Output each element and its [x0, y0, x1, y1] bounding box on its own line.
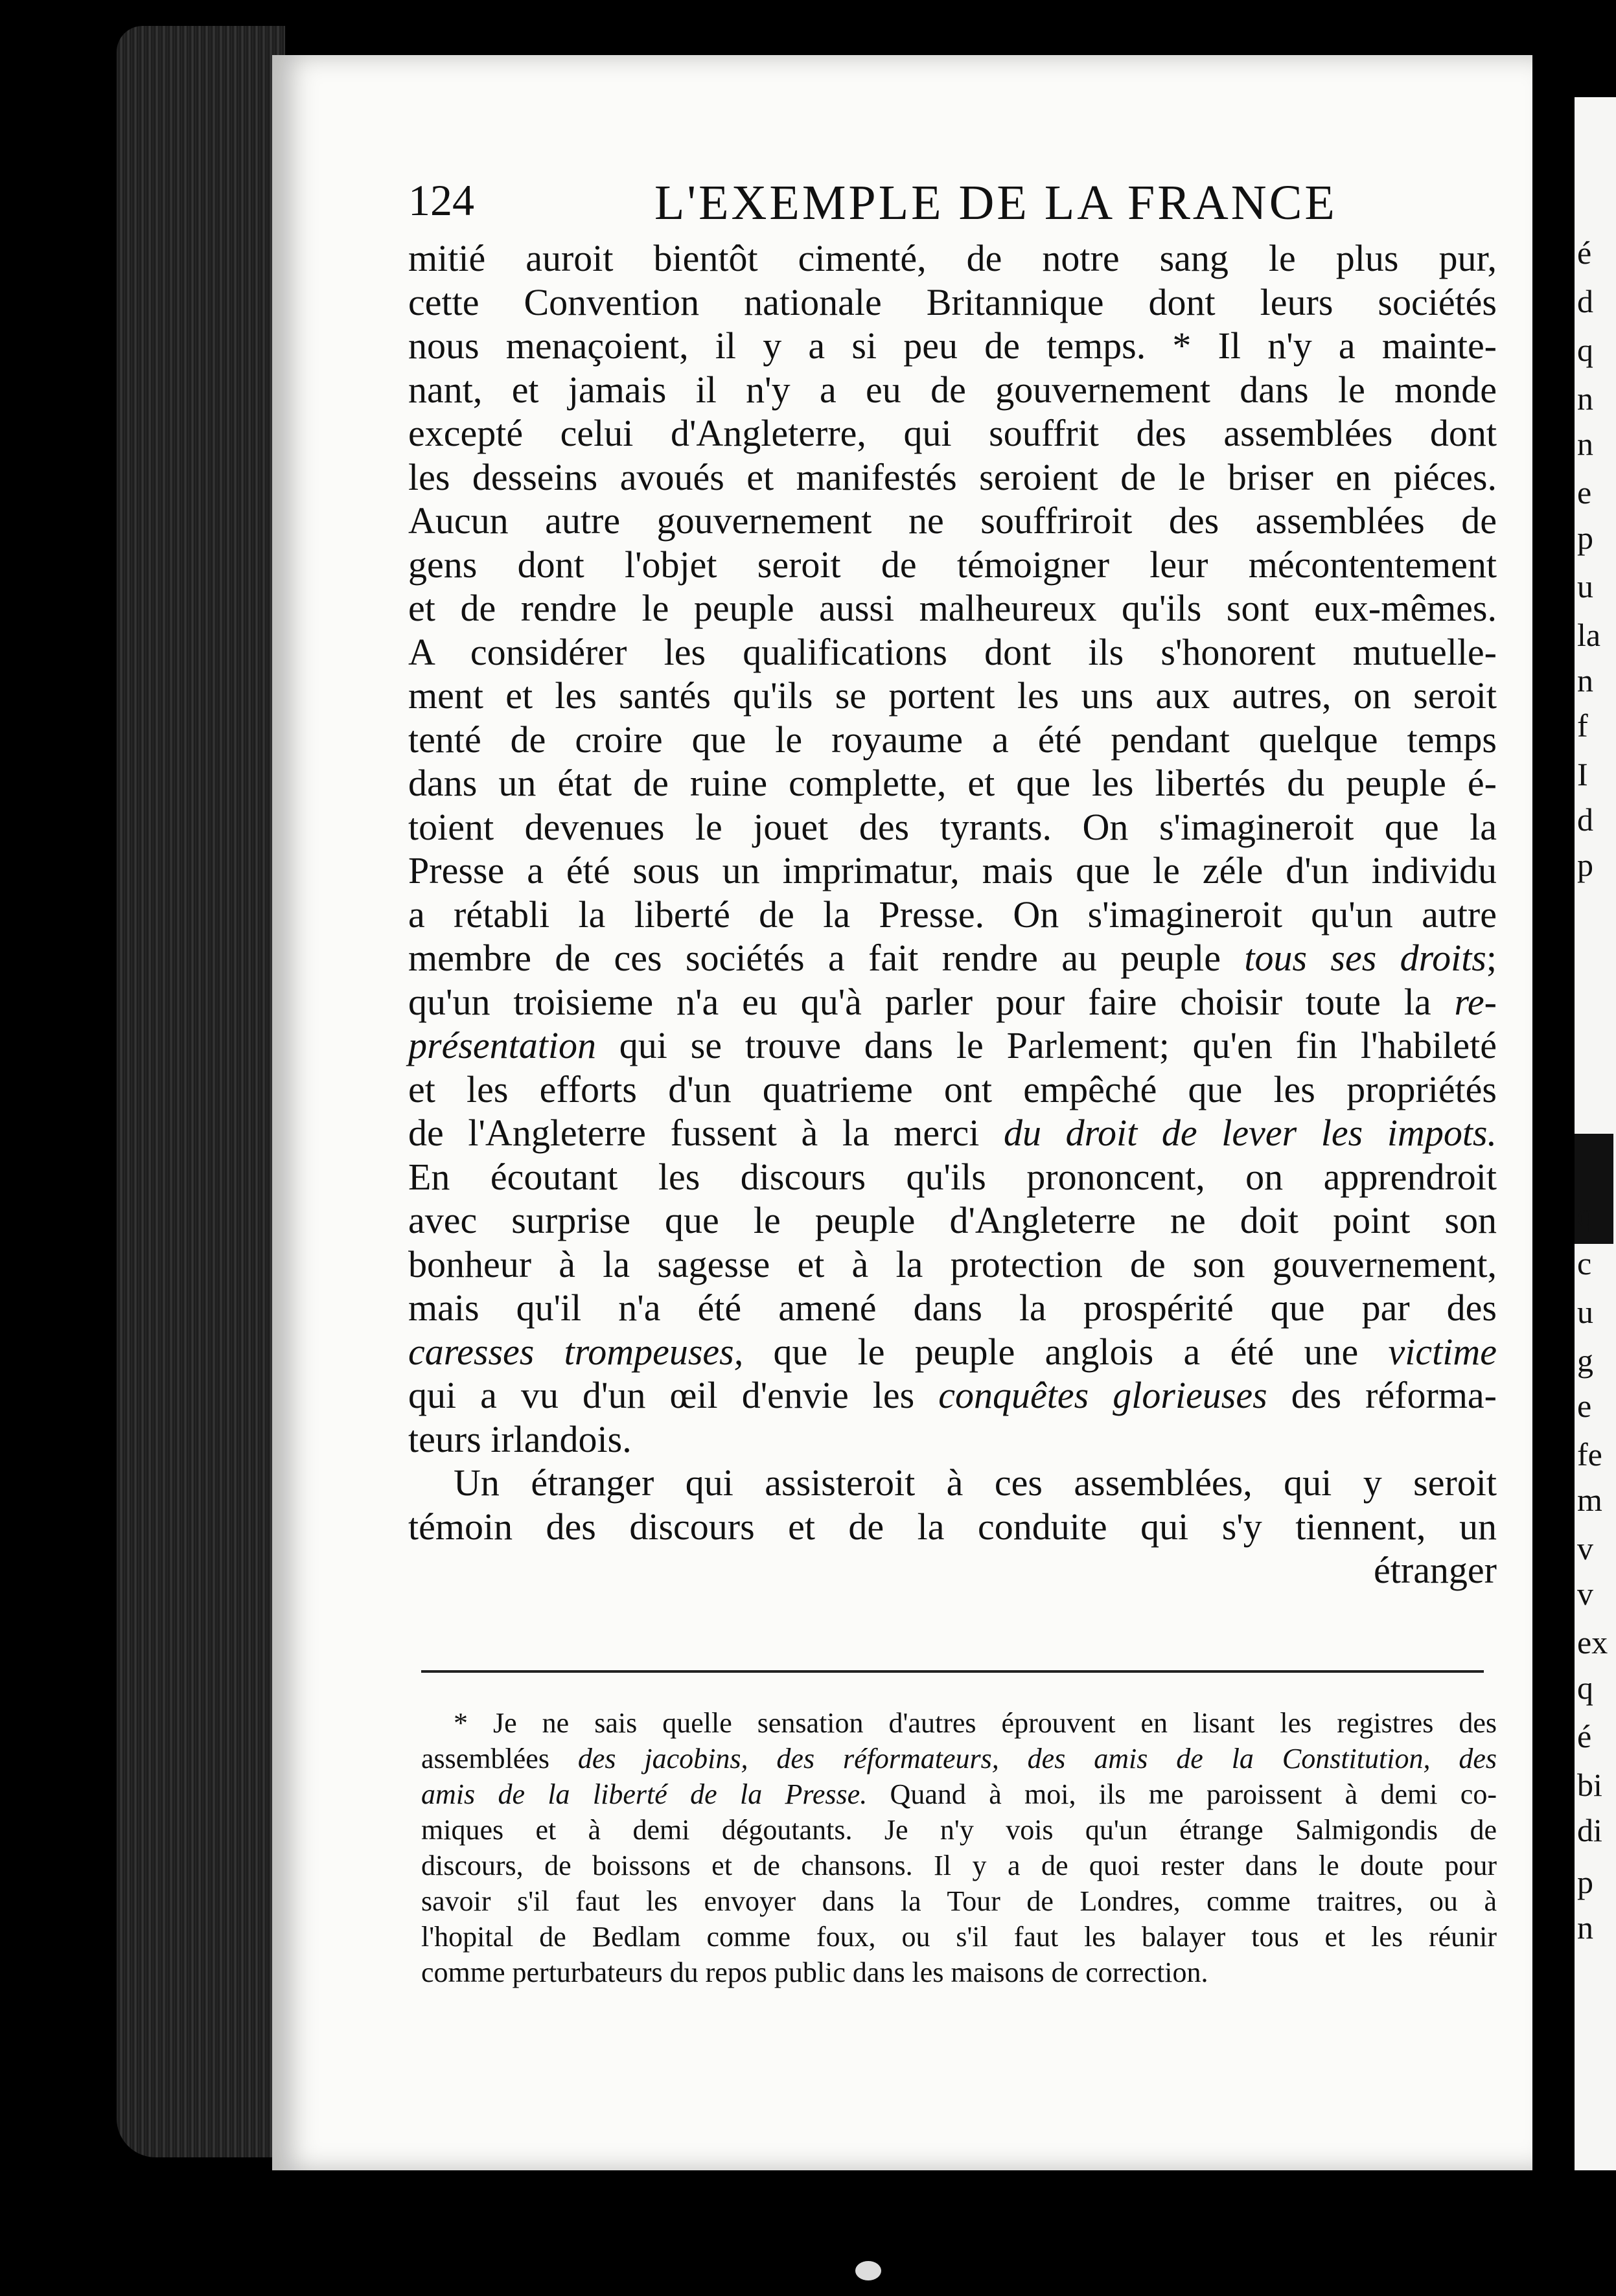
- body-line: [408, 236, 1497, 281]
- body-line-italic: du droit de lever les impots.: [1003, 1112, 1497, 1154]
- body-line: [408, 586, 1497, 630]
- facing-page-letter: fe: [1577, 1436, 1602, 1473]
- body-line: [408, 1111, 1497, 1155]
- facing-page-letter: g: [1577, 1342, 1593, 1379]
- body-line: [408, 849, 1497, 893]
- body-line-segment: nant, et jamais il n'y a eu de gouvernement dans le monde: [408, 368, 1497, 411]
- facing-page-letter: ex: [1577, 1624, 1608, 1660]
- page-number: 124: [408, 176, 474, 225]
- body-line-segment: bonheur à la sagesse et à la protection de son gouvernement,: [408, 1243, 1497, 1285]
- body-line-segment: toient devenues le jouet des tyrants. On s'imagineroit que la: [408, 805, 1497, 848]
- footnote-line-segment: * Je ne sais quelle sensation d'autres éprouvent en lisant les registres des: [454, 1707, 1497, 1739]
- body-text: [408, 236, 1497, 1592]
- footnote-line-segment: discours, de boissons et de chansons. Il y a de quoi rester dans le doute pour: [421, 1850, 1497, 1881]
- facing-page-letter: m: [1577, 1482, 1602, 1518]
- body-line: [408, 455, 1497, 499]
- facing-page-letter: d: [1577, 801, 1593, 838]
- facing-page-letter: di: [1577, 1812, 1602, 1848]
- footnote-line: [421, 1848, 1497, 1883]
- body-line-italic: caresses trompeuses,: [408, 1330, 744, 1373]
- body-line: [408, 368, 1497, 412]
- footnote-line: [421, 1776, 1497, 1812]
- facing-page-letter: n: [1577, 426, 1593, 462]
- facing-page-letter: e: [1577, 1388, 1592, 1424]
- body-line-segment: et les efforts d'un quatrieme ont empêché que les propriétés: [408, 1068, 1497, 1110]
- footnote-line: [421, 1741, 1497, 1776]
- facing-page-letter: n: [1577, 380, 1593, 417]
- body-line-segment: Presse a été sous un imprimatur, mais que le zéle d'un individu: [408, 849, 1497, 891]
- footnote-line: [421, 1883, 1497, 1919]
- page-smudge: [855, 2261, 881, 2280]
- body-line: [408, 543, 1497, 587]
- body-line: [408, 980, 1497, 1024]
- body-line-segment: membre de ces sociétés a fait rendre au peuple: [408, 937, 1245, 979]
- body-line-segment: de l'Angleterre fussent à la merci: [408, 1112, 1004, 1154]
- body-line: [408, 411, 1497, 455]
- facing-page-letter: q: [1577, 332, 1593, 368]
- facing-page-letter: q: [1577, 1197, 1593, 1233]
- body-line: [408, 1243, 1497, 1287]
- body-line: [408, 1024, 1497, 1068]
- facing-page-letter: é: [1577, 235, 1592, 271]
- footnote-rule: [421, 1670, 1484, 1673]
- body-line-segment: que le peuple anglois a été une: [743, 1330, 1389, 1373]
- facing-page-letter: la: [1577, 617, 1601, 653]
- body-line-segment: mitié auroit bientôt cimenté, de notre sang le plus pur,: [408, 237, 1497, 279]
- facing-page-letter: u: [1577, 1294, 1593, 1330]
- body-line-italic: victime: [1388, 1330, 1497, 1373]
- body-line: [408, 1461, 1497, 1505]
- body-line-segment: teurs irlandois.: [408, 1418, 632, 1460]
- facing-page-letter: e: [1577, 474, 1592, 511]
- page-header: [408, 175, 1348, 233]
- body-line-segment: ment et les santés qu'ils se portent les uns aux autres, on seroit: [408, 674, 1497, 717]
- body-line: [408, 1068, 1497, 1112]
- body-line-segment: nous menaçoient, il y a si peu de temps. * Il n'y a mainte-: [408, 325, 1497, 367]
- facing-page-letter: q: [1577, 1670, 1593, 1706]
- body-line-segment: des réforma-: [1267, 1374, 1497, 1416]
- footnote-line: [421, 1705, 1497, 1741]
- body-line: [408, 1330, 1497, 1374]
- footnote-line: [421, 1812, 1497, 1848]
- footnote-line-italic: amis de la liberté de la Presse.: [421, 1778, 868, 1810]
- footnote-line-segment: Quand à moi, ils me paroissent à demi co-: [867, 1778, 1497, 1810]
- footnote-line-segment: comme perturbateurs du repos public dans les maisons de correction.: [421, 1957, 1208, 1988]
- body-line: [408, 1286, 1497, 1330]
- body-line: [408, 893, 1497, 937]
- body-line: [408, 499, 1497, 543]
- body-line-segment: cette Convention nationale Britannique dont leurs sociétés: [408, 281, 1497, 323]
- body-line-segment: a rétabli la liberté de la Presse. On s'imagineroit qu'un autre: [408, 893, 1497, 936]
- facing-page-letter: c: [1577, 1245, 1592, 1281]
- body-line-segment: Un étranger qui assisteroit à ces assemblées, qui y seroit: [454, 1462, 1497, 1504]
- facing-page-letter: d: [1577, 283, 1593, 319]
- body-line-italic: tous ses droits: [1244, 937, 1486, 979]
- body-line: [408, 936, 1497, 980]
- facing-page-letter: p: [1577, 847, 1593, 883]
- footnote: [421, 1705, 1497, 1990]
- facing-page-letter: v: [1577, 1530, 1593, 1567]
- body-line-segment: gens dont l'objet seroit de témoigner leur mécontentement: [408, 543, 1497, 586]
- body-line-segment: A considérer les qualifications dont ils s'honorent mutuelle-: [408, 630, 1497, 673]
- body-line: [408, 1373, 1497, 1418]
- body-line-segment: qui se trouve dans le Parlement; qu'en fin l'habileté: [595, 1024, 1497, 1066]
- facing-page-letter: f: [1577, 707, 1588, 744]
- body-line: [408, 805, 1497, 849]
- body-line: [408, 1418, 1497, 1462]
- body-line-segment: témoin des discours et de la conduite qui s'y tiennent, un: [408, 1505, 1497, 1548]
- footnote-line-segment: miques et à demi dégoutants. Je n'y vois qu'un étrange Salmigondis de: [421, 1814, 1497, 1846]
- facing-page-letter: I: [1577, 756, 1588, 792]
- body-line-italic: conquêtes glorieuses: [938, 1374, 1267, 1416]
- body-line: [408, 281, 1497, 325]
- body-line: [408, 718, 1497, 762]
- body-line: [408, 1155, 1497, 1199]
- footnote-line-segment: assemblées: [421, 1743, 578, 1774]
- body-line: [408, 674, 1497, 718]
- body-line: [408, 324, 1497, 368]
- body-line-segment: Aucun autre gouvernement ne souffriroit des assemblées de: [408, 499, 1497, 542]
- body-line-italic: re-: [1454, 980, 1497, 1023]
- body-line: [408, 761, 1497, 805]
- body-line-segment: tenté de croire que le royaume a été pendant quelque temps: [408, 718, 1497, 761]
- body-line: [408, 1199, 1497, 1243]
- footnote-line: [421, 1919, 1497, 1955]
- facing-page-letter: u: [1577, 568, 1593, 604]
- footnote-line-segment: savoir s'il faut les envoyer dans la Tour de Londres, comme traitres, ou à: [421, 1885, 1497, 1917]
- body-line-segment: et de rendre le peuple aussi malheureux qu'ils sont eux-mêmes.: [408, 587, 1497, 629]
- book-fore-edge: [117, 26, 285, 2157]
- facing-page-letter: v: [1577, 1576, 1593, 1612]
- body-line-segment: dans un état de ruine complette, et que les libertés du peuple é-: [408, 762, 1497, 804]
- body-line: [408, 1505, 1497, 1549]
- facing-page-letter: p: [1577, 520, 1593, 556]
- body-line-segment: les desseins avoués et manifestés seroient de le briser en piéces.: [408, 455, 1497, 498]
- body-line: [408, 1548, 1497, 1592]
- facing-page-letter: bi: [1577, 1767, 1602, 1803]
- body-line-italic: présentation: [408, 1024, 596, 1066]
- body-line-segment: En écoutant les discours qu'ils prononcent, on apprendroit: [408, 1155, 1497, 1198]
- running-title: L'EXEMPLE DE LA FRANCE: [654, 176, 1337, 230]
- facing-page-letter: n: [1577, 662, 1593, 698]
- facing-page-letter: n: [1577, 1909, 1593, 1946]
- body-line: [408, 630, 1497, 674]
- body-line-segment: excepté celui d'Angleterre, qui souffrit des assemblées dont: [408, 412, 1497, 454]
- body-line-segment: avec surprise que le peuple d'Angleterre ne doit point son: [408, 1199, 1497, 1241]
- footnote-line: [421, 1955, 1497, 1990]
- facing-page-letter: p: [1577, 1864, 1593, 1900]
- body-line-segment: qu'un troisieme n'a eu qu'à parler pour faire choisir toute la: [408, 980, 1455, 1023]
- body-line-segment: étranger: [1374, 1549, 1497, 1591]
- body-line-segment: qui a vu d'un œil d'envie les: [408, 1374, 939, 1416]
- footnote-line-italic: des jacobins, des réformateurs, des amis de la Constitution, des: [577, 1743, 1497, 1774]
- body-line-segment: mais qu'il n'a été amené dans la prospérité que par des: [408, 1287, 1497, 1329]
- facing-page-letter: é: [1577, 1718, 1592, 1754]
- facing-page-fragment: [1575, 97, 1616, 2170]
- body-line-segment: ;: [1486, 937, 1497, 979]
- footnote-line-segment: l'hopital de Bedlam comme foux, ou s'il faut les balayer tous et les réunir: [421, 1921, 1497, 1953]
